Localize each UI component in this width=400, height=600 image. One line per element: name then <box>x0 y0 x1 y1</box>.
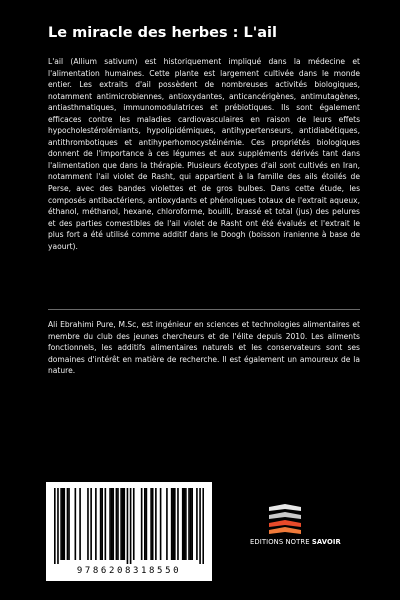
barcode-bar <box>146 488 148 560</box>
barcode-bar <box>95 488 97 560</box>
barcode-bar <box>202 488 204 564</box>
barcode-bar <box>60 488 62 560</box>
barcode-bar <box>177 488 179 560</box>
barcode-bar <box>111 488 113 560</box>
barcode-bar <box>150 488 152 560</box>
barcode-bar <box>144 488 146 560</box>
barcode-bar <box>90 488 92 560</box>
barcode-bar <box>122 488 124 560</box>
barcode-bar <box>117 488 119 560</box>
abstract-paragraph: L'ail (Allium sativum) est historiquement impliqué dans la médecine et l'alimentation humaines. Cette plante est largement cultivée dans le monde entier. Les extraits d'ail possèdent de nombreuses activités biologiques, notamment antimicrobiennes, antioxydantes, anticancérigènes, antimutagènes, antiasthmatiques, immunomodulatrices et prébiotiques. Ils sont également efficaces contre les maladies cardiovasculaires en raison de leurs effets hypocholestérolémiants, hypolipidémiques, antihypertenseurs, antidiabétiques, antithrombotiques et antihyperhomocystéinémie. Ces propriétés biologiques donnent de l'importance à ces légumes et aux suppléments dérivés tant dans l'alimentation que dans la thérapie. Plusieurs écotypes d'ail sont cultivés en Iran, notamment l'ail violet de Rasht, qui appartient à la famille des ails étoilés de Perse, avec des bandes violettes et de gros bulbes. Dans cette étude, les composés antibactériens, antioxydants et phénoliques totaux de l'extrait aqueux, éthanol, méthanol, hexane, chloroforme, bouilli, brassé et total (jus) des pelures et des parties comestibles de l'ail violet de Rasht ont été évalués et l'extrait le plus fort a été utilisé comme additif dans le Doogh (boisson iranienne à base de yaourt). <box>48 57 360 251</box>
barcode-bar <box>199 488 201 564</box>
barcode-bar <box>54 488 56 564</box>
barcode-bar <box>109 488 111 560</box>
barcode-bar <box>123 488 125 560</box>
barcode-bar <box>141 488 143 560</box>
barcode-bar <box>188 488 190 560</box>
barcode-bar <box>172 488 174 560</box>
barcode-bar <box>112 488 114 560</box>
barcode-bar <box>152 488 154 560</box>
barcode-bar <box>133 488 135 560</box>
author-bio-paragraph: Ali Ebrahimi Pure, M.Sc, est ingénieur en sciences et technologies alimentaires et membre du club des jeunes chercheurs et de l'élite depuis 2010. Les aliments fonctionnels, les additifs alimentaires naturels et les conservateurs sont ses domaines d'intérêt en matière de recherche. Il est également un amoureux de la nature. <box>48 320 360 376</box>
barcode-bar <box>63 488 65 560</box>
barcode-bars <box>54 488 204 564</box>
barcode-bar <box>100 488 102 560</box>
barcode-bar <box>120 488 122 560</box>
barcode-bar <box>166 488 168 560</box>
publisher-block <box>250 500 360 560</box>
barcode-bar <box>67 488 69 560</box>
logo-book-third <box>269 520 301 527</box>
barcode-bar <box>116 488 118 560</box>
logo-book-top <box>269 504 301 511</box>
barcode-bar <box>101 488 103 560</box>
barcode-bar <box>174 488 176 560</box>
publisher-books-icon <box>265 500 305 536</box>
logo-book-second <box>269 512 301 519</box>
book-title: Le miracle des herbes : L'ail <box>48 25 277 41</box>
barcode-bar <box>105 488 107 560</box>
isbn-barcode <box>46 482 212 581</box>
barcode-bar <box>62 488 64 560</box>
publisher-name-emphasis: SAVOIR <box>311 538 341 546</box>
barcode-bar <box>68 488 70 560</box>
barcode-bar <box>87 488 89 560</box>
barcode-bar <box>127 488 129 564</box>
barcode-bar <box>185 488 187 560</box>
logo-book-bottom <box>269 527 301 534</box>
barcode-bar <box>182 488 184 560</box>
publisher-name-prefix: EDITIONS NOTRE <box>250 538 312 546</box>
barcode-bar <box>196 488 198 560</box>
barcode-bar <box>190 488 192 560</box>
barcode-bar <box>171 488 173 560</box>
isbn-number: 9786208318550 <box>76 566 182 576</box>
barcode-bar <box>191 488 193 560</box>
barcode-bar <box>160 488 162 560</box>
barcode-bar <box>57 488 59 564</box>
barcode-bar <box>183 488 185 560</box>
barcode-bar <box>75 488 77 560</box>
section-divider <box>48 309 360 310</box>
publisher-name <box>250 538 360 547</box>
barcode-bar <box>130 488 132 564</box>
barcode-bar <box>79 488 81 560</box>
barcode-bar <box>155 488 157 560</box>
